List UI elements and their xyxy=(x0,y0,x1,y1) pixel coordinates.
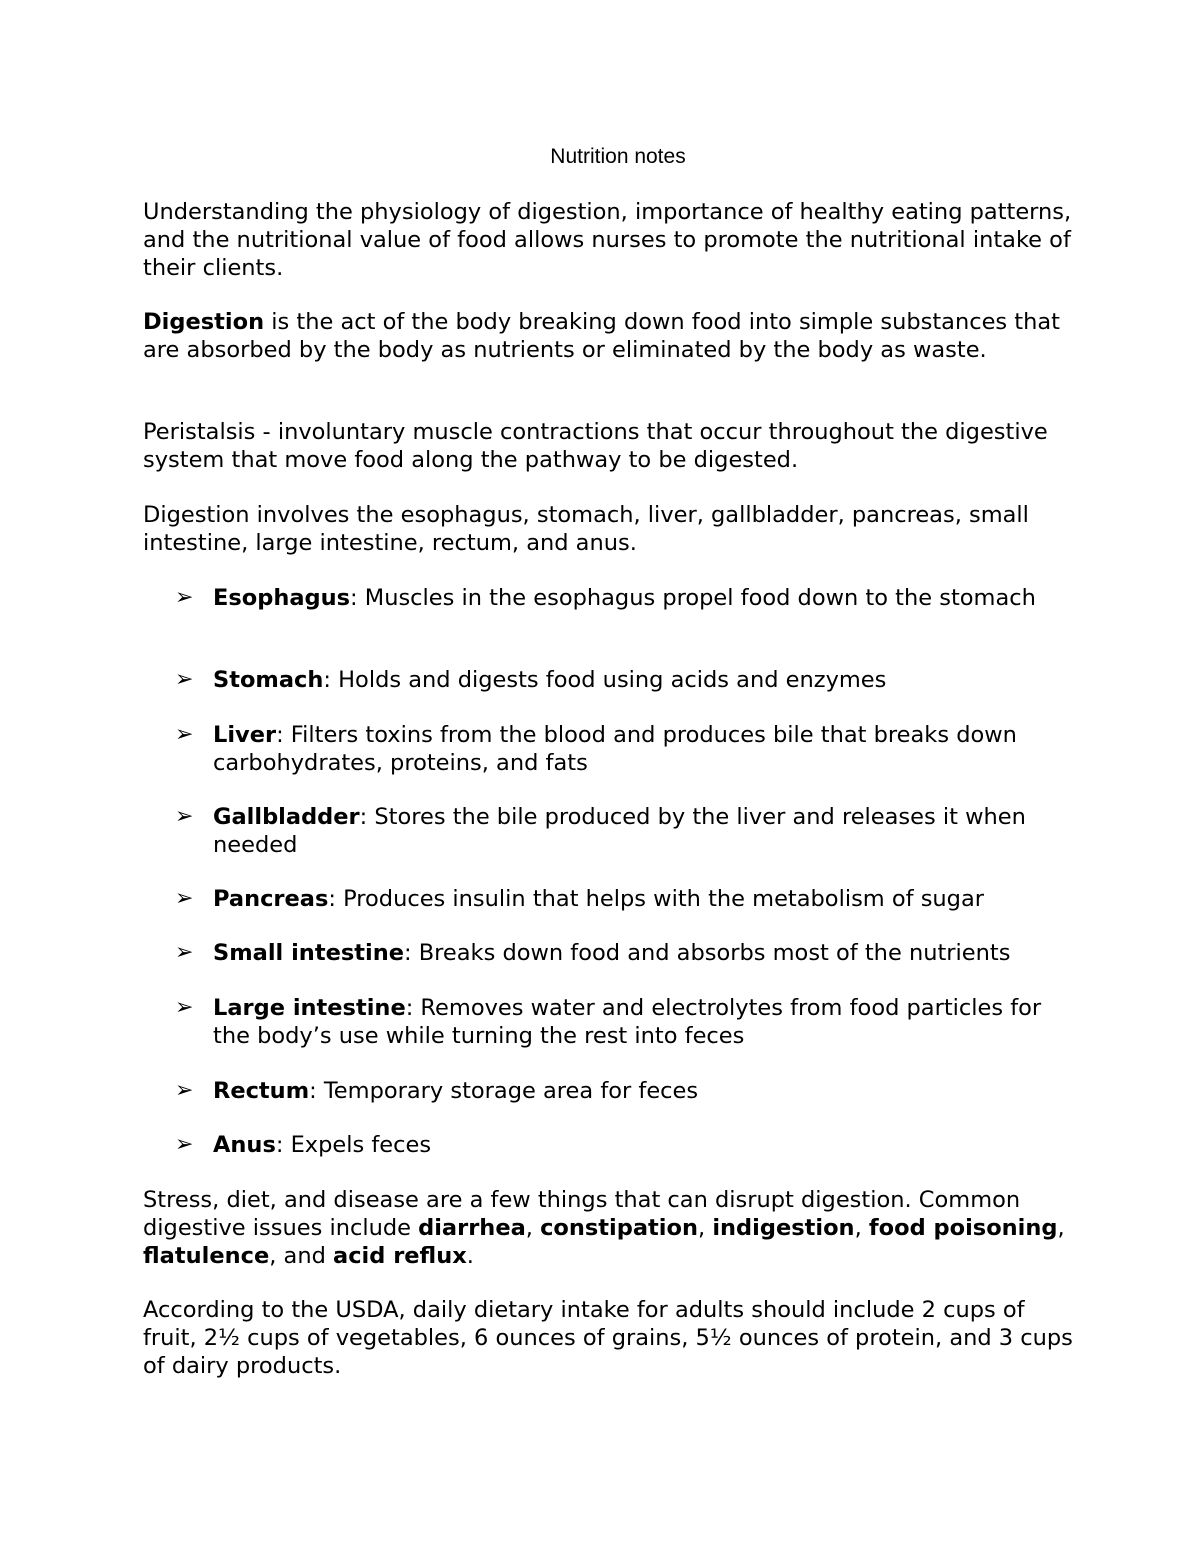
organ-term: Stomach xyxy=(213,667,324,693)
arrow-bullet-icon: ➢ xyxy=(175,585,194,610)
usda-paragraph: According to the USDA, daily dietary intake for adults should include 2 cups of fruit, 2½ cups of vegetables, 6 ounces of grains, 5½ ounces of protein, and 3 cups of dairy products. xyxy=(143,1297,1073,1379)
organ-description: : Temporary storage area for feces xyxy=(309,1078,699,1104)
issues-separator: , and xyxy=(269,1243,334,1269)
organ-term: Rectum xyxy=(213,1078,310,1104)
organ-description: : Muscles in the esophagus propel food down to the stomach xyxy=(350,585,1036,611)
organs-intro-paragraph: Digestion involves the esophagus, stomach, liver, gallbladder, pancreas, small intestine, large intestine, rectum, and anus. xyxy=(143,502,1029,556)
issues-separator: , xyxy=(854,1215,869,1241)
arrow-bullet-icon: ➢ xyxy=(175,940,194,965)
arrow-bullet-icon: ➢ xyxy=(175,667,194,692)
issue-term: diarrhea xyxy=(418,1215,526,1241)
arrow-bullet-icon: ➢ xyxy=(175,1132,194,1157)
issues-lead-text: Stress, diet, and disease are a few things that can disrupt digestion. Common digestive issues include xyxy=(143,1187,1021,1241)
issues-separator: , xyxy=(1057,1215,1065,1241)
digestive-issues-paragraph xyxy=(143,1186,1083,1270)
issues-separator: , xyxy=(698,1215,713,1241)
arrow-bullet-icon: ➢ xyxy=(175,804,194,829)
organ-description: : Breaks down food and absorbs most of the nutrients xyxy=(403,940,1011,966)
organ-description: : Holds and digests food using acids and enzymes xyxy=(323,667,887,693)
issue-term: acid reflux xyxy=(333,1243,467,1269)
issues-end: . xyxy=(466,1243,474,1269)
organ-term: Small intestine xyxy=(213,940,404,966)
organ-term: Esophagus xyxy=(213,585,351,611)
organ-term: Pancreas xyxy=(213,886,329,912)
digestion-term: Digestion xyxy=(143,309,265,335)
digestion-definition xyxy=(143,308,1083,364)
issue-term: constipation xyxy=(540,1215,698,1241)
arrow-bullet-icon: ➢ xyxy=(175,886,194,911)
organ-term: Liver xyxy=(213,722,277,748)
issue-term: indigestion xyxy=(712,1215,855,1241)
organ-term: Large intestine xyxy=(213,995,406,1021)
arrow-bullet-icon: ➢ xyxy=(175,995,194,1020)
issue-term: food poisoning xyxy=(868,1215,1058,1241)
organ-term: Gallbladder xyxy=(213,804,360,830)
digestion-definition-text: is the act of the body breaking down food into simple substances that are absorbed by the body as nutrients or eliminated by the body as waste. xyxy=(143,309,1060,363)
arrow-bullet-icon: ➢ xyxy=(175,722,194,747)
issues-separator: , xyxy=(525,1215,541,1241)
issue-term: flatulence xyxy=(143,1243,270,1269)
organ-description: : Removes water and electrolytes from food particles for the body’s use while turning the rest into feces xyxy=(213,995,1042,1049)
organ-description: : Filters toxins from the blood and produces bile that breaks down carbohydrates, proteins, and fats xyxy=(213,722,1017,776)
organ-term: Anus xyxy=(213,1132,276,1158)
document-title: Nutrition notes xyxy=(550,145,686,168)
organ-description: : Stores the bile produced by the liver and releases it when needed xyxy=(213,804,1026,858)
peristalsis-paragraph: Peristalsis - involuntary muscle contractions that occur throughout the digestive system that move food along the pathway to be digested. xyxy=(143,419,1048,473)
organ-description: : Produces insulin that helps with the metabolism of sugar xyxy=(328,886,985,912)
intro-paragraph: Understanding the physiology of digestion, importance of healthy eating patterns, and the nutritional value of food allows nurses to promote the nutritional intake of their clients. xyxy=(143,199,1072,281)
arrow-bullet-icon: ➢ xyxy=(175,1078,194,1103)
organ-description: : Expels feces xyxy=(275,1132,432,1158)
